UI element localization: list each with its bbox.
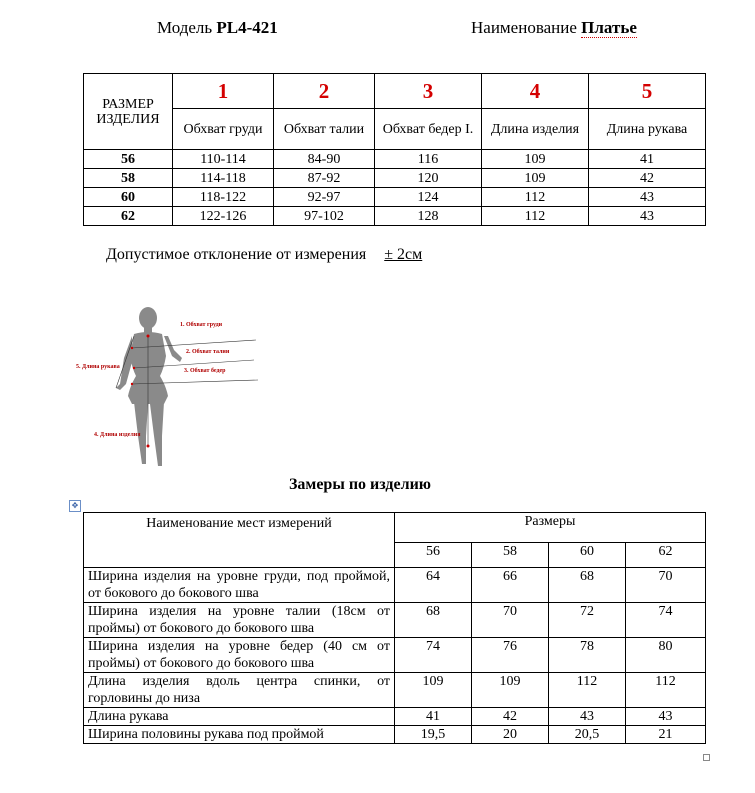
table-row (84, 726, 706, 744)
value-cell: 70 (626, 568, 706, 603)
table-row (84, 169, 706, 188)
value-cell: 110-114 (173, 150, 274, 169)
value-cell: 122-126 (173, 207, 274, 226)
value-cell: 41 (589, 150, 706, 169)
value-cell: 66 (472, 568, 549, 603)
product-name-line (471, 18, 637, 38)
size-table (83, 73, 706, 226)
model-label: Модель (157, 18, 213, 37)
col-header-sizes: Размеры (395, 513, 706, 543)
value-cell: 109 (395, 673, 472, 708)
value-cell: 21 (626, 726, 706, 744)
col-header-hips: Обхват бедер I. (375, 109, 482, 150)
model-line (157, 18, 278, 38)
table-row (84, 673, 706, 708)
value-cell: 84-90 (274, 150, 375, 169)
value-cell: 20 (472, 726, 549, 744)
value-cell: 43 (589, 188, 706, 207)
table-row (84, 150, 706, 169)
name-label: Наименование (471, 18, 577, 37)
value-cell: 74 (626, 603, 706, 638)
value-cell: 87-92 (274, 169, 375, 188)
col-number-5: 5 (589, 74, 706, 109)
col-header-sleeve: Длина рукава (589, 109, 706, 150)
table-resize-handle[interactable] (703, 754, 710, 761)
row-label: Ширина изделия на уровне талии (18см от проймы) от бокового до бокового шва (84, 603, 395, 638)
figure-label-length: 4. Длина изделия (94, 432, 141, 438)
col-number-3: 3 (375, 74, 482, 109)
value-cell: 109 (482, 169, 589, 188)
value-cell: 64 (395, 568, 472, 603)
col-header-length: Длина изделия (482, 109, 589, 150)
col-number-1: 1 (173, 74, 274, 109)
row-label: Ширина изделия на уровне груди, под проймой, от бокового до бокового шва (84, 568, 395, 603)
value-cell: 41 (395, 708, 472, 726)
size-header: 58 (472, 542, 549, 567)
col-header-waist: Обхват талии (274, 109, 375, 150)
value-cell: 72 (549, 603, 626, 638)
tolerance-text: Допустимое отклонение от измерения (106, 246, 367, 263)
section-title: Замеры по изделию (288, 476, 432, 493)
value-cell: 114-118 (173, 169, 274, 188)
table-row (84, 603, 706, 638)
row-label: Длина рукава (84, 708, 395, 726)
tolerance-note (106, 246, 422, 264)
value-cell: 80 (626, 638, 706, 673)
body-measurement-figure (76, 296, 266, 478)
value-cell: 112 (549, 673, 626, 708)
model-value: PL4-421 (216, 18, 278, 37)
tolerance-value: ± 2см (384, 246, 423, 263)
name-value: Платье (581, 18, 637, 37)
table-row (84, 207, 706, 226)
size-row-header: РАЗМЕР ИЗДЕЛИЯ (84, 74, 173, 150)
table-move-handle-icon[interactable]: ✥ (69, 500, 81, 512)
value-cell: 112 (482, 207, 589, 226)
value-cell: 92-97 (274, 188, 375, 207)
value-cell: 42 (472, 708, 549, 726)
value-cell: 109 (472, 673, 549, 708)
col-header-name: Наименование мест измерений (84, 513, 395, 568)
col-number-2: 2 (274, 74, 375, 109)
value-cell: 120 (375, 169, 482, 188)
size-cell: 56 (84, 150, 173, 169)
size-cell: 58 (84, 169, 173, 188)
value-cell: 118-122 (173, 188, 274, 207)
table-row (84, 188, 706, 207)
garment-measurements-table (83, 512, 706, 744)
value-cell: 68 (549, 568, 626, 603)
table-row (84, 638, 706, 673)
size-header: 56 (395, 542, 472, 567)
figure-label-waist: 2. Обхват талии (186, 349, 230, 355)
value-cell: 112 (482, 188, 589, 207)
value-cell: 97-102 (274, 207, 375, 226)
table-row (84, 568, 706, 603)
value-cell: 109 (482, 150, 589, 169)
value-cell: 43 (589, 207, 706, 226)
row-label: Ширина половины рукава под проймой (84, 726, 395, 744)
value-cell: 128 (375, 207, 482, 226)
col-number-4: 4 (482, 74, 589, 109)
value-cell: 19,5 (395, 726, 472, 744)
value-cell: 43 (626, 708, 706, 726)
figure-label-hips: 3. Обхват бедер (184, 368, 226, 374)
size-cell: 60 (84, 188, 173, 207)
value-cell: 76 (472, 638, 549, 673)
row-label: Ширина изделия на уровне бедер (40 см от проймы) от бокового до бокового шва (84, 638, 395, 673)
value-cell: 70 (472, 603, 549, 638)
size-header: 60 (549, 542, 626, 567)
row-label: Длина изделия вдоль центра спинки, от горловины до низа (84, 673, 395, 708)
value-cell: 78 (549, 638, 626, 673)
size-cell: 62 (84, 207, 173, 226)
figure-label-sleeve: 5. Длина рукава (76, 364, 120, 370)
value-cell: 116 (375, 150, 482, 169)
value-cell: 20,5 (549, 726, 626, 744)
table-row (84, 708, 706, 726)
size-header: 62 (626, 542, 706, 567)
value-cell: 74 (395, 638, 472, 673)
figure-label-chest: 1. Обхват груди (180, 322, 223, 328)
value-cell: 42 (589, 169, 706, 188)
value-cell: 124 (375, 188, 482, 207)
col-header-chest: Обхват груди (173, 109, 274, 150)
value-cell: 43 (549, 708, 626, 726)
value-cell: 68 (395, 603, 472, 638)
value-cell: 112 (626, 673, 706, 708)
